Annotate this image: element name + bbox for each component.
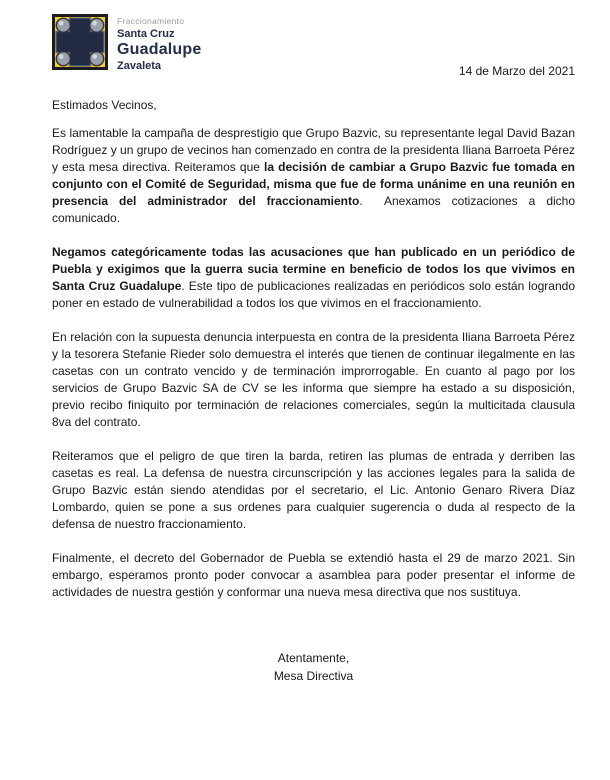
logo-name-santa-cruz: Santa Cruz	[117, 27, 175, 40]
logo-subtitle: Fraccionamiento	[117, 16, 185, 26]
letter-date: 14 de Marzo del 2021	[458, 63, 575, 78]
logo-name-zavaleta: Zavaleta	[117, 59, 162, 72]
paragraph-text: Finalmente, el decreto del Gobernador de Puebla se extendió hasta el 29 de marzo 2021. Sin embargo, esperamos pronto poder convocar a asamblea para poder presentar el informe de actividades de nuestra gestión y conformar una nueva mesa directiva que nos sustituya.	[52, 550, 575, 599]
paragraph	[52, 125, 575, 227]
paragraph-text: Es lamentable la campaña de desprestigio que Grupo Bazvic, su representante legal David Bazan Rodríguez y un grupo de vecinos han comenzado en contra de la presidenta Iliana Barroeta Pérez y esta mesa directiva. Reiteramos que	[52, 125, 575, 174]
closing-block	[52, 649, 575, 685]
paragraph-bold-text: la decisión de cambiar a Grupo Bazvic fue tomada en conjunto con el Comité de Seguridad, misma que fue de forma unánime en una reunión en presencia del administrador del fraccionamiento	[52, 159, 575, 208]
paragraph-text: En relación con la supuesta denuncia interpuesta en contra de la presidenta Iliana Barroeta Pérez y la tesorera Stefanie Rieder solo demuestra el interés que tienen de continuar ilegalmente en las casetas con un contrato vencido y de terminación improrrogable. En cuanto al pago por los servicios de Grupo Bazvic SA de CV se les informa que siempre ha estado a su disposición, previo recibo finiquito por terminación de relaciones comerciales, según la multicitada clausula 8va del contrato.	[52, 329, 575, 429]
letter-body	[52, 125, 575, 601]
paragraph-bold-text: Negamos categóricamente todas las acusaciones que han publicado en un periódico de Puebla y exigimos que la guerra sucia termine en beneficio de todos los que vivimos en Santa Cruz Guadalupe	[52, 244, 575, 293]
closing-signature: Mesa Directiva	[273, 668, 354, 683]
closing-salutation: Atentamente,	[277, 650, 350, 665]
paragraph-text: . Anexamos cotizaciones a dicho comunicado.	[52, 193, 576, 225]
paragraph	[52, 244, 575, 312]
logo	[52, 14, 201, 72]
paragraph-text: Reiteramos que el peligro de que tiren la barda, retiren las plumas de entrada y derriben las casetas es real. La defensa de nuestra circunscripción y las acciones legales para la salida de Grupo Bazvic están siendo atendidas por el secretario, el Lic. Antonio Genaro Rivera Díaz Lombardo, quien se pone a sus ordenes para cualquier sugerencia o duda al respecto de la defensa de nuestro fraccionamiento.	[52, 448, 575, 531]
cross-with-corner-studs-icon	[52, 14, 108, 70]
paragraph-text: . Este tipo de publicaciones realizadas en periódicos solo están logrando poner en estado de vulnerabilidad a todos los que vivimos en el fraccionamiento.	[52, 278, 575, 310]
logo-text	[117, 14, 201, 72]
logo-name-guadalupe: Guadalupe	[117, 40, 202, 58]
paragraph	[52, 329, 575, 431]
paragraph	[52, 448, 575, 533]
greeting: Estimados Vecinos,	[52, 97, 157, 112]
paragraph	[52, 550, 575, 601]
